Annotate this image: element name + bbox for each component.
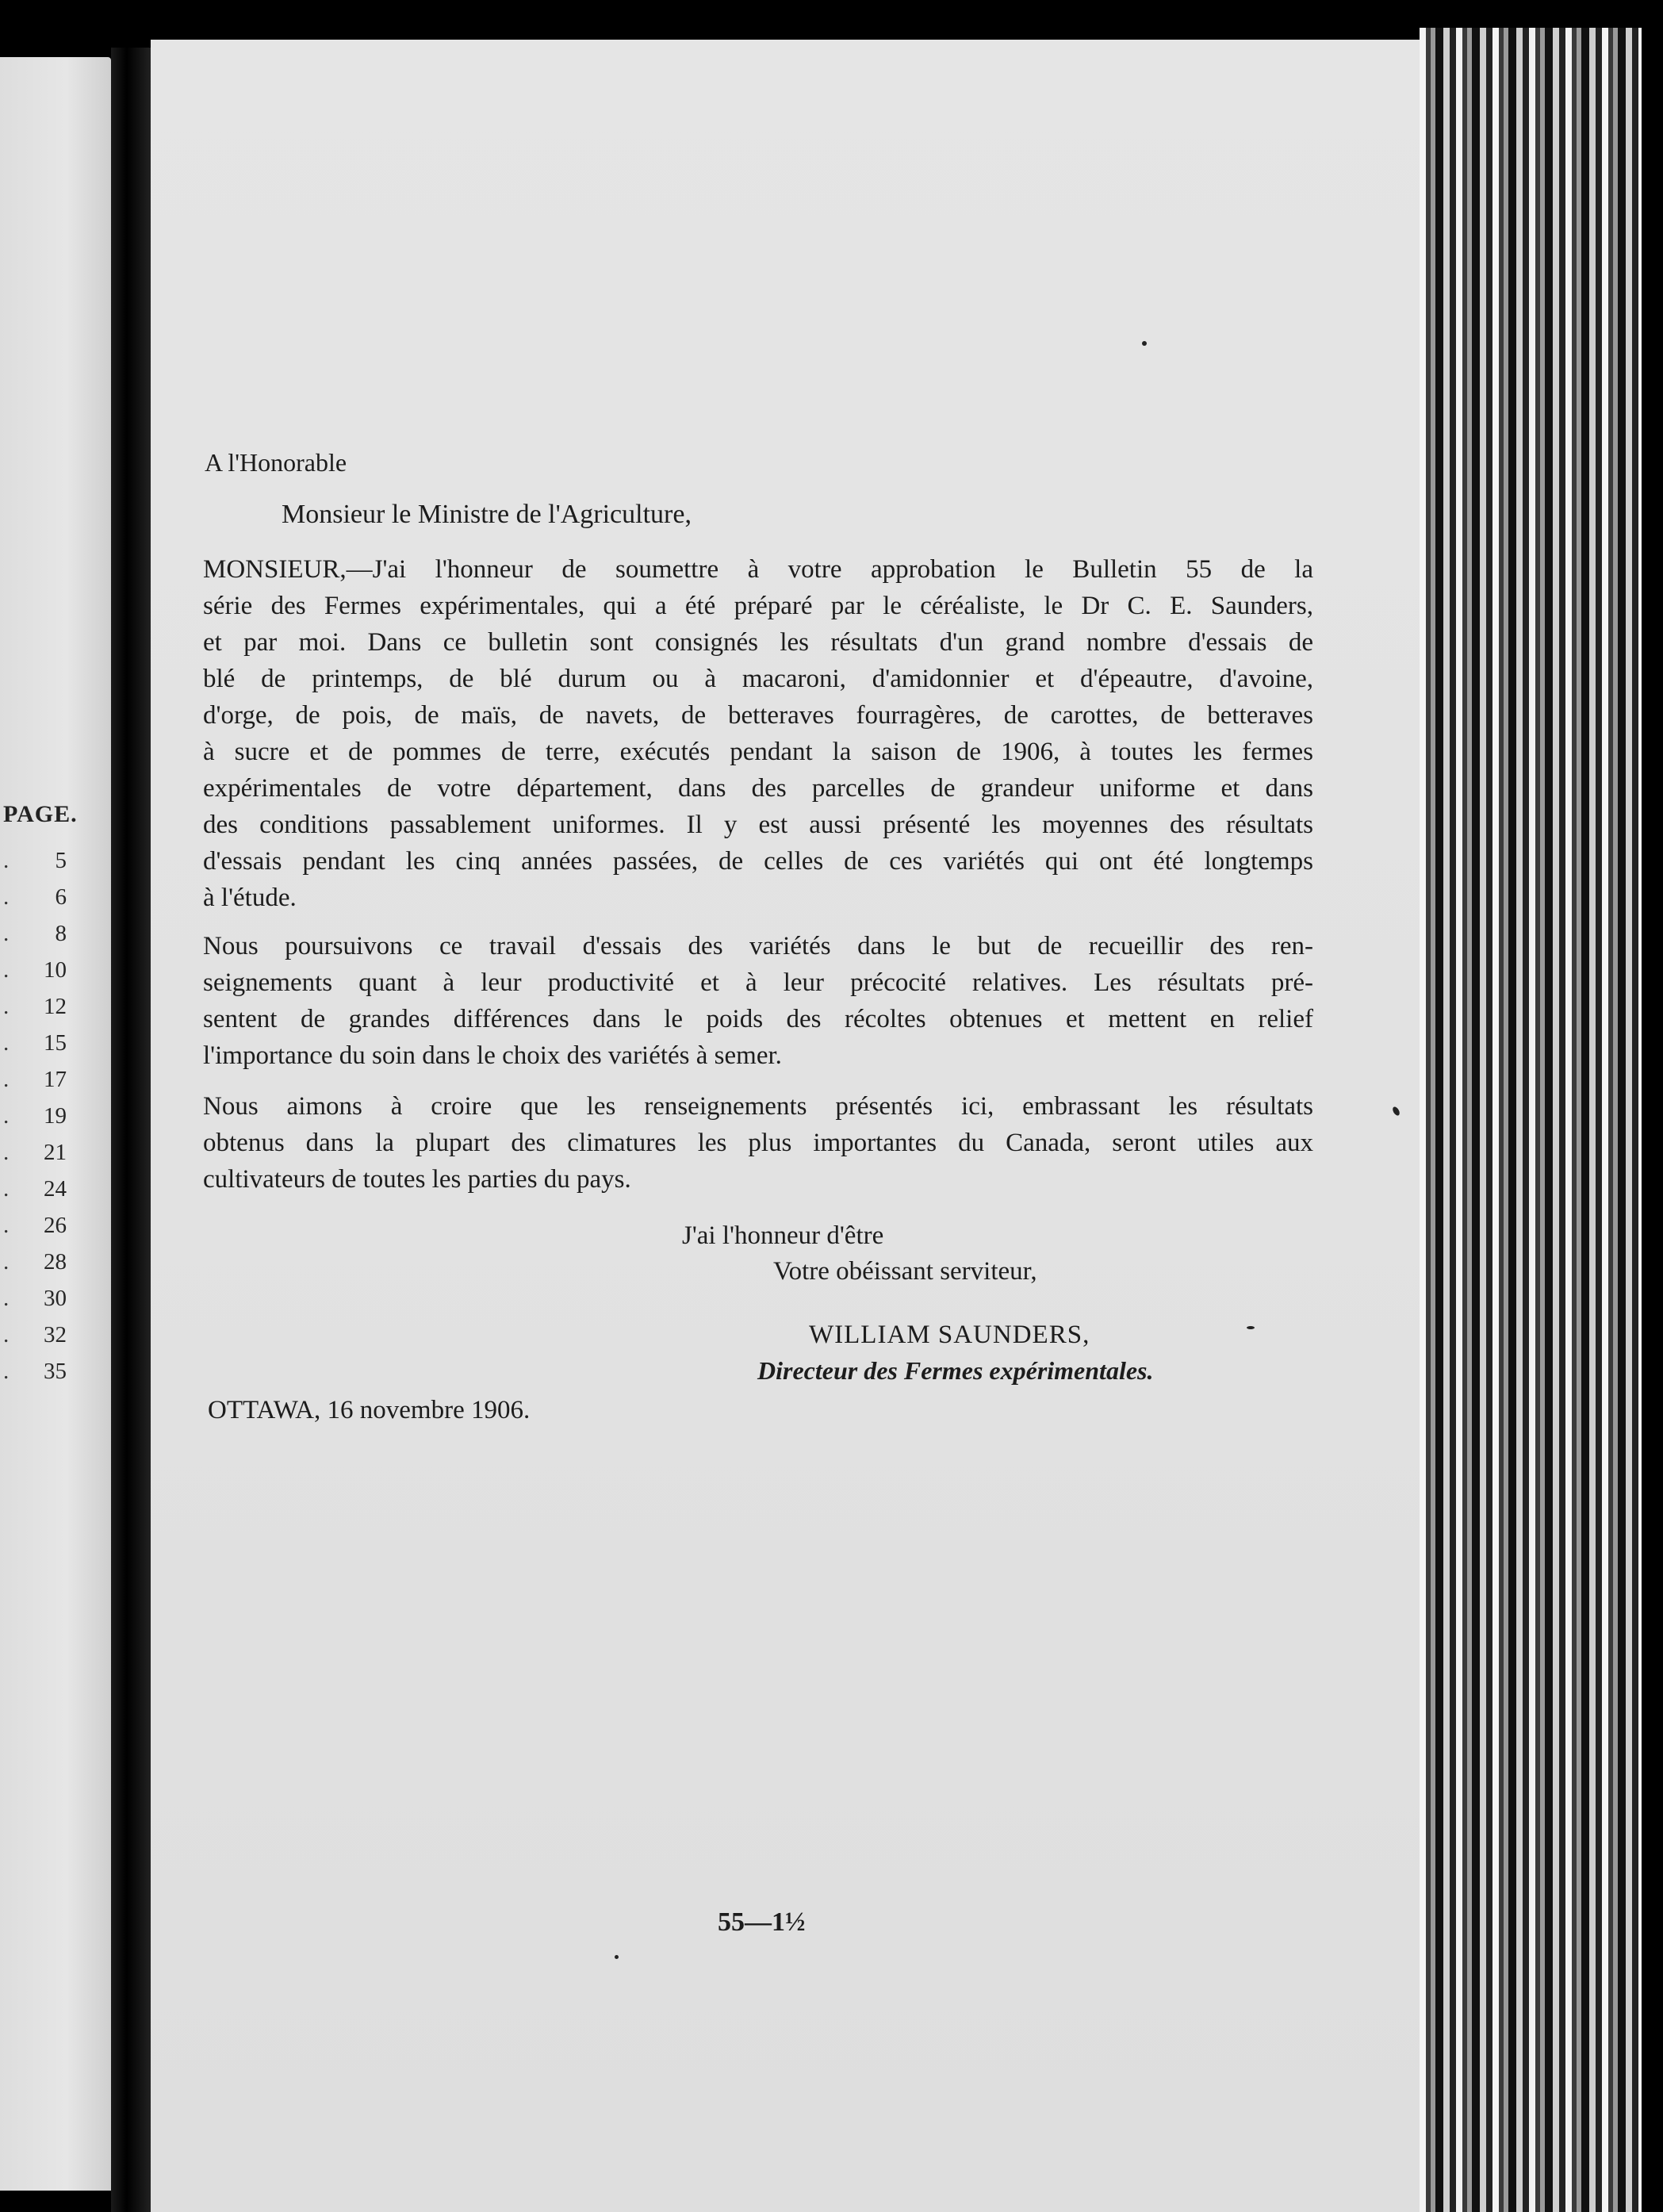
page-footer-signature: 55—1½	[718, 1907, 806, 1937]
page-number: 6	[55, 884, 67, 910]
page-number-entry: . 15	[0, 1025, 73, 1061]
page-number: 32	[44, 1322, 67, 1348]
page-number: 12	[44, 994, 67, 1019]
page-number: 21	[44, 1140, 67, 1165]
page-number-entry: . 17	[0, 1061, 73, 1098]
previous-page-edge	[0, 57, 111, 2191]
page-number-entry: . 8	[0, 915, 73, 952]
signature-name: WILLIAM SAUNDERS,	[809, 1321, 1090, 1349]
paragraph-1-line: blé de printemps, de blé durum ou à macaroni, d'amidonnier et d'épeautre, d'avoine,	[203, 665, 1313, 693]
closing-line-1: J'ai l'honneur d'être	[682, 1221, 884, 1250]
paragraph-2-line: Nous poursuivons ce travail d'essais des variétés dans le but de recueillir des ren-	[203, 932, 1313, 960]
scan-speck	[1142, 341, 1147, 346]
paragraph-1-line: d'essais pendant les cinq années passées, de celles de ces variétés qui ont été longtemps	[203, 847, 1313, 876]
paragraph-1-line: des conditions passablement uniformes. Il y est aussi présenté les moyennes des résultats	[203, 811, 1313, 839]
salutation-line-1: A l'Honorable	[205, 448, 347, 477]
page-number: 5	[55, 848, 67, 873]
page-stack-edge	[1420, 28, 1642, 2212]
dateline: OTTAWA, 16 novembre 1906.	[208, 1396, 531, 1424]
page-number-entry: . 26	[0, 1207, 73, 1244]
paragraph-1-line: expérimentales de votre département, dans des parcelles de grandeur uniforme et dans	[203, 774, 1313, 803]
page-number-list	[0, 842, 73, 1390]
salutation-line-2: Monsieur le Ministre de l'Agriculture,	[282, 500, 692, 529]
page-number: 28	[44, 1249, 67, 1275]
scan-border	[1642, 0, 1663, 2212]
page-column-header: PAGE.	[3, 801, 78, 827]
page-number: 17	[44, 1067, 67, 1092]
page-number: 10	[44, 957, 67, 983]
page-number-entry: . 10	[0, 952, 73, 988]
paragraph-1-line: série des Fermes expérimentales, qui a été préparé par le céréaliste, le Dr C. E. Saunders,	[203, 592, 1313, 620]
paragraph-3-line: Nous aimons à croire que les renseignements présentés ici, embrassant les résultats	[203, 1092, 1313, 1121]
closing-line-2: Votre obéissant serviteur,	[773, 1257, 1037, 1286]
paragraph-1-line: à l'étude.	[203, 884, 297, 912]
paragraph-2-line: seignements quant à leur productivité et à leur précocité relatives. Les résultats pré-	[203, 968, 1313, 997]
paragraph-1-line: d'orge, de pois, de maïs, de navets, de betteraves fourragères, de carottes, de betteraves	[203, 701, 1313, 730]
paragraph-1-line: et par moi. Dans ce bulletin sont consignés les résultats d'un grand nombre d'essais de	[203, 628, 1313, 657]
page-number-entry: . 28	[0, 1244, 73, 1280]
signature-title: Directeur des Fermes expérimentales.	[757, 1356, 1154, 1385]
page-number: 26	[44, 1213, 67, 1238]
page-number: 35	[44, 1359, 67, 1384]
paragraph-2-line: sentent de grandes différences dans le poids des récoltes obtenues et mettent en relief	[203, 1005, 1313, 1033]
paragraph-3-line: cultivateurs de toutes les parties du pays.	[203, 1165, 631, 1194]
page-number-entry: . 19	[0, 1098, 73, 1134]
page-number: 8	[55, 921, 67, 946]
paragraph-3-line: obtenus dans la plupart des climatures les plus importantes du Canada, seront utiles aux	[203, 1129, 1313, 1157]
page-number-entry: . 35	[0, 1353, 73, 1390]
paragraph-1-line: MONSIEUR,—J'ai l'honneur de soumettre à votre approbation le Bulletin 55 de la	[203, 555, 1313, 584]
page-number: 19	[44, 1103, 67, 1129]
scan-speck	[1247, 1326, 1255, 1329]
paragraph-2-line: l'importance du soin dans le choix des variétés à semer.	[203, 1041, 782, 1070]
page-number-entry: . 32	[0, 1317, 73, 1353]
scan-speck	[615, 1955, 619, 1959]
page-number-entry: . 24	[0, 1171, 73, 1207]
page-number-entry: . 12	[0, 988, 73, 1025]
page-number-entry: . 21	[0, 1134, 73, 1171]
page-number: 30	[44, 1286, 67, 1311]
page-number: 15	[44, 1030, 67, 1056]
page-number-entry: . 30	[0, 1280, 73, 1317]
page-number: 24	[44, 1176, 67, 1202]
page-number-entry: . 6	[0, 879, 73, 915]
paragraph-1-line: à sucre et de pommes de terre, exécutés pendant la saison de 1906, à toutes les fermes	[203, 738, 1313, 766]
book-gutter	[111, 48, 151, 2212]
page-number-entry: . 5	[0, 842, 73, 879]
